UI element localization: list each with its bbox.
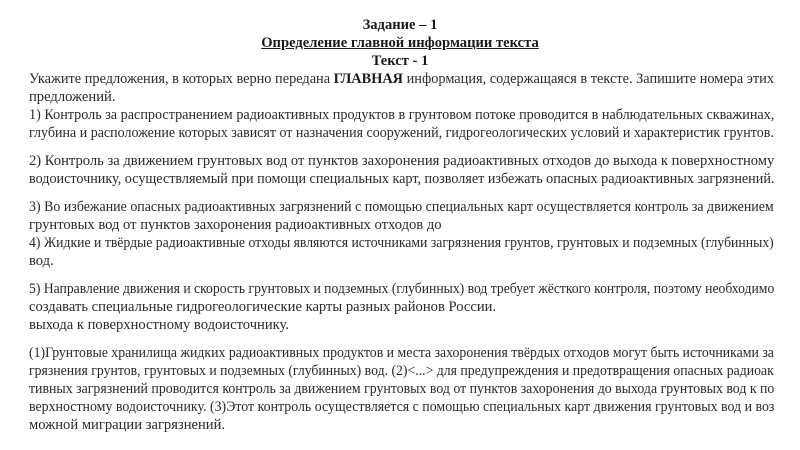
option-3-line1: 3) Во избежание опасных радиоактивных загрязнений с помощью специальных карт осуществляется контроль за движением xyxy=(29,199,774,215)
option-2-line1: 2) Контроль за движением грунтовых вод от пунктов захоронения радиоактивных отходов до выхода к поверхностному xyxy=(29,153,775,169)
text-label: Текст - 1 xyxy=(371,53,429,69)
instruction: Укажите предложения, в которых верно передана ГЛАВНАЯ информация, содержащаяся в тексте. Запишите номера этих xyxy=(29,71,775,87)
source-line-5: можной миграции загрязнений. xyxy=(29,417,226,433)
option-2-line2: водоисточнику, осуществляемый при помощи специальных карт, позволяет избежать опасных радиоактивных загрязнений. xyxy=(29,171,775,187)
source-line-3: тивных загрязнений проводится контроль за движением грунтовых вод от пунктов захоронения до выхода грунтовых вод к по xyxy=(29,381,775,397)
emphasis: ГЛАВНАЯ xyxy=(333,71,404,87)
source-line-4: верхностному водоисточнику. (3)Этот контроль осуществляется с помощью специальных карт движения грунтовых вод и воз xyxy=(29,399,775,415)
option-3-line2: грунтовых вод от пунктов захоронения радиоактивных отходов до xyxy=(29,217,442,233)
option-4-line2: вод. xyxy=(29,253,54,269)
task-title: Задание – 1 xyxy=(362,17,438,33)
option-5-line2: создавать специальные гидрогеологические карты разных районов России. xyxy=(29,299,497,315)
option-1-line1: 1) Контроль за распространением радиоактивных продуктов в грунтовом потоке проводится в наблюдательных скважинах, xyxy=(29,107,775,123)
option-1-line2: глубина и расположение которых зависят от назначения сооружений, гидрогеологических условий и характеристик грунтов. xyxy=(29,125,774,141)
instruction-line2: предложений. xyxy=(29,89,116,105)
option-5-line3: выхода к поверхностному водоисточнику. xyxy=(29,317,290,333)
topic-title: Определение главной информации текста xyxy=(261,35,539,51)
option-5-line1: 5) Направление движения и скорость грунтовых и подземных (глубинных) вод требует жёсткого контроля, поэтому необходимо xyxy=(29,281,775,297)
source-line-1: (1)Грунтовые хранилища жидких радиоактивных продуктов и места захоронения твёрдых отходов могут быть источниками за xyxy=(29,345,774,361)
source-line-2: грязнения грунтов, грунтовых и подземных (глубинных) вод. (2)<...> для предупреждения и предотвращения опасных радиоак xyxy=(29,363,774,379)
option-4-line1: 4) Жидкие и твёрдые радиоактивные отходы являются источниками загрязнения грунтов, грунтовых и подземных (глубинных) xyxy=(29,235,774,251)
